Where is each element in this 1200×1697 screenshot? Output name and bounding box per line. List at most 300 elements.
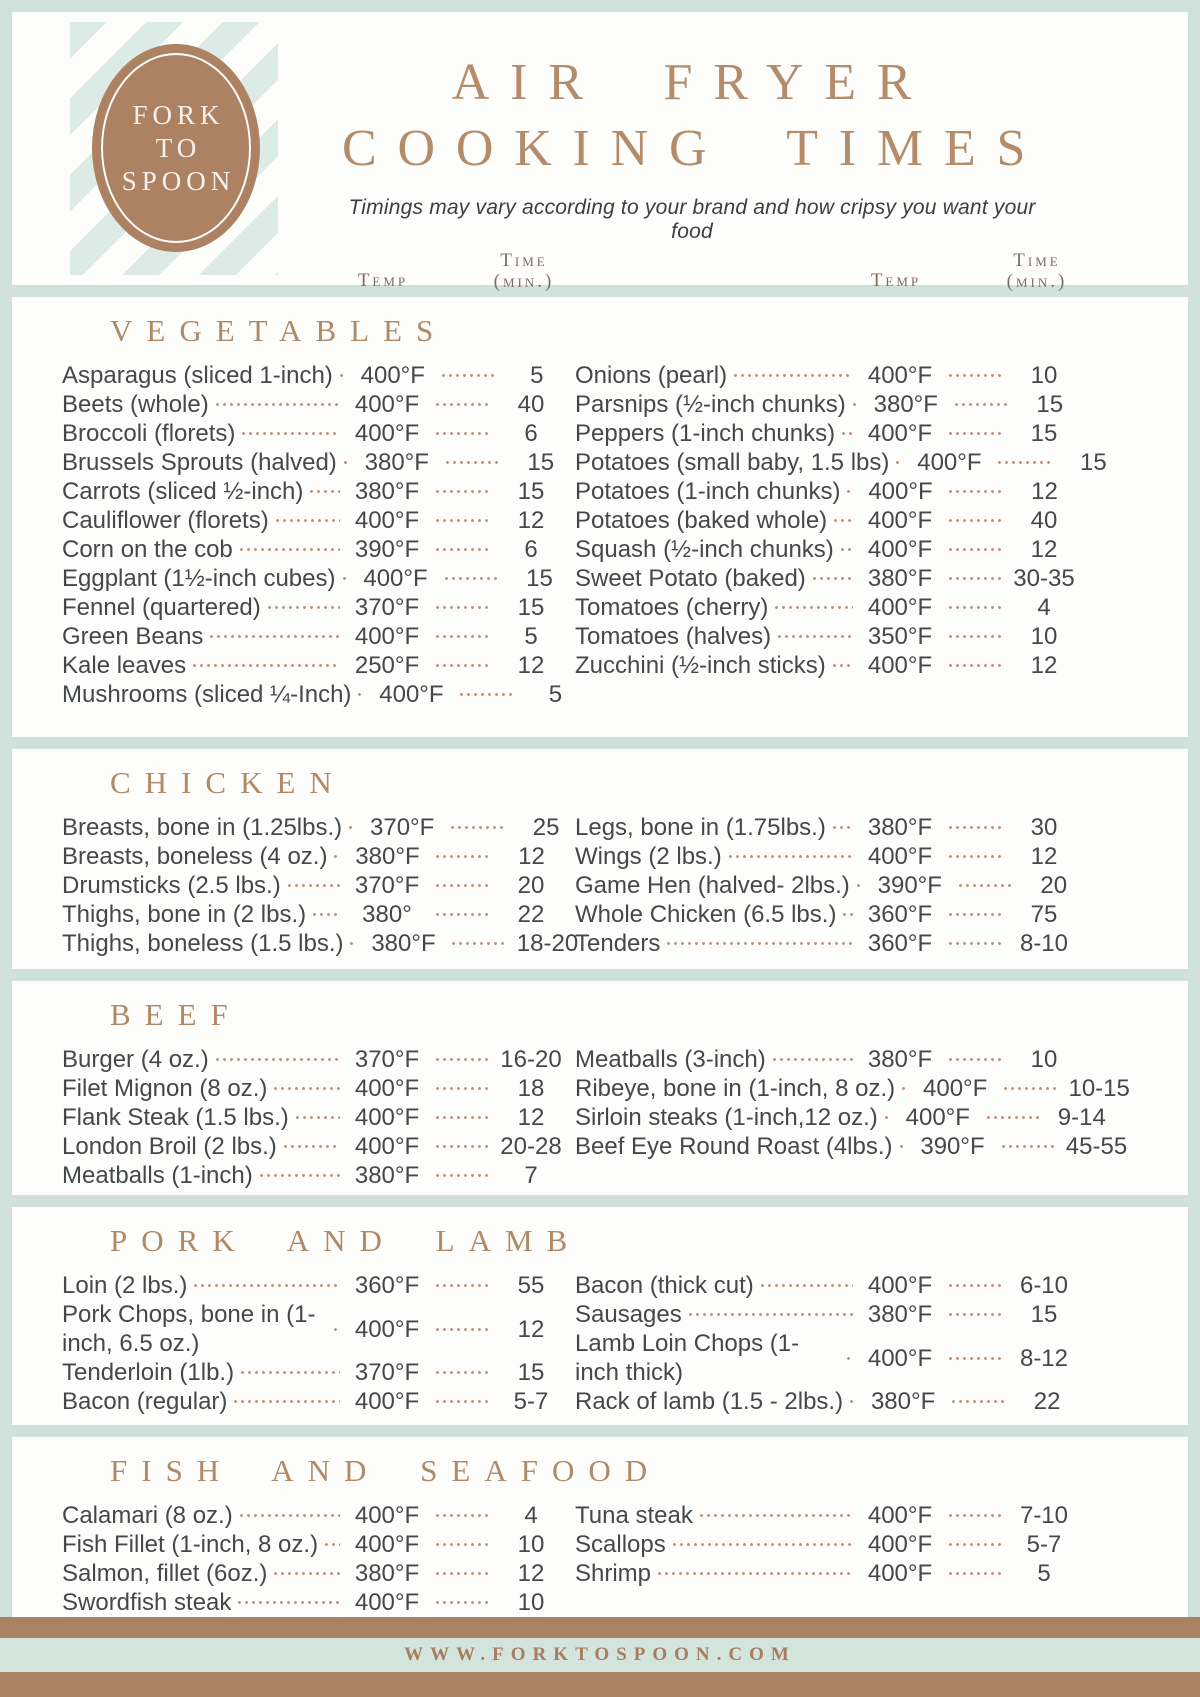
leader-dots xyxy=(947,1572,1003,1575)
item-time: 8-12 xyxy=(1019,1344,1069,1372)
leader-dots xyxy=(773,606,853,609)
item-label: Ribeye, bone in (1-inch, 8 oz.) xyxy=(575,1075,896,1102)
leader-dots xyxy=(831,826,853,829)
item-time: 4 xyxy=(524,1502,538,1529)
item-temp: 380°F xyxy=(354,478,420,505)
item-temp: 400°F xyxy=(867,1344,933,1372)
table-row xyxy=(62,535,567,564)
item-label: Swordfish steak xyxy=(62,1589,232,1616)
leader-dots xyxy=(342,461,350,464)
table-row xyxy=(575,1045,1080,1074)
item-temp: 400°F xyxy=(354,391,420,418)
leader-dots xyxy=(434,635,490,638)
table-row xyxy=(575,390,1080,419)
column-headers-right xyxy=(575,250,1080,292)
leader-dots xyxy=(341,577,349,580)
item-label: Thighs, boneless (1.5 lbs.) xyxy=(62,930,344,957)
leader-dots xyxy=(434,1601,490,1604)
table-row xyxy=(575,1074,1130,1103)
item-time: 7 xyxy=(524,1162,538,1189)
item-time: 20 xyxy=(517,872,545,899)
leader-dots xyxy=(434,403,490,406)
leader-dots xyxy=(272,1572,340,1575)
leader-dots xyxy=(434,1116,490,1119)
table-row xyxy=(62,680,567,709)
item-time: 25 xyxy=(532,814,560,841)
item-time: 12 xyxy=(1030,843,1058,870)
item-temp: 400°F xyxy=(354,1531,420,1558)
table-row xyxy=(62,1132,567,1161)
item-temp: 400°F xyxy=(354,1075,420,1102)
item-time: 9-14 xyxy=(1057,1104,1106,1131)
table-row xyxy=(62,1074,567,1103)
leader-dots xyxy=(883,1116,891,1119)
item-label: Sirloin steaks (1-inch,12 oz.) xyxy=(575,1104,878,1131)
item-time: 16-20 xyxy=(500,1046,562,1073)
leader-dots xyxy=(732,374,853,377)
leader-dots xyxy=(947,1313,1003,1316)
item-temp: 380°F xyxy=(873,391,938,418)
item-temp: 380°F xyxy=(870,1388,936,1415)
item-label: Asparagus (sliced 1-inch) xyxy=(62,362,333,389)
leader-dots xyxy=(347,826,355,829)
item-label: Broccoli (florets) xyxy=(62,420,236,447)
item-label: Beets (whole) xyxy=(62,391,209,418)
leader-dots xyxy=(214,1058,340,1061)
item-time: 10-15 xyxy=(1068,1075,1130,1102)
table-row xyxy=(575,622,1080,651)
leader-dots xyxy=(434,1145,490,1148)
item-time: 15 xyxy=(1030,420,1058,447)
leader-dots xyxy=(240,432,340,435)
leader-dots xyxy=(947,1543,1003,1546)
table-row xyxy=(575,477,1080,506)
item-temp: 400°F xyxy=(354,507,420,534)
item-time: 12 xyxy=(517,1315,545,1343)
leader-dots xyxy=(947,664,1003,667)
leader-dots xyxy=(434,548,490,551)
section-col-right xyxy=(575,361,1107,680)
item-time: 55 xyxy=(517,1272,545,1299)
item-temp: 350°F xyxy=(867,623,933,650)
item-temp: 390°F xyxy=(354,536,420,563)
leader-dots xyxy=(323,1543,340,1546)
table-row xyxy=(575,1271,1080,1300)
leader-dots xyxy=(947,548,1003,551)
item-temp: 400°F xyxy=(867,536,933,563)
leader-dots xyxy=(443,577,499,580)
item-time: 22 xyxy=(517,901,545,928)
item-label: Potatoes (1-inch chunks) xyxy=(575,478,841,505)
leader-dots xyxy=(434,1284,490,1287)
leader-dots xyxy=(840,432,853,435)
leader-dots xyxy=(727,855,853,858)
leader-dots xyxy=(311,913,340,916)
item-label: Drumsticks (2.5 lbs.) xyxy=(62,872,281,899)
leader-dots xyxy=(759,1284,853,1287)
item-label: Bacon (regular) xyxy=(62,1388,228,1415)
leader-dots xyxy=(950,1400,1006,1403)
page-title-line-2: COOKING TIMES xyxy=(342,120,1047,177)
item-time: 12 xyxy=(518,843,545,870)
table-row xyxy=(62,813,567,842)
leader-dots xyxy=(947,1284,1003,1287)
leader-dots xyxy=(232,1400,340,1403)
table-row xyxy=(575,361,1080,390)
table-row xyxy=(62,1501,567,1530)
table-row xyxy=(62,929,579,958)
table-row xyxy=(62,1045,567,1074)
item-label: Whole Chicken (6.5 lbs.) xyxy=(575,901,837,928)
item-label: Beef Eye Round Roast (4lbs.) xyxy=(575,1133,893,1160)
leader-dots xyxy=(947,1058,1003,1061)
item-time: 30 xyxy=(1030,814,1058,841)
section-columns xyxy=(62,1045,1188,1190)
item-label: Wings (2 lbs.) xyxy=(575,843,722,870)
item-temp: 380°F xyxy=(867,814,933,841)
section-col-right xyxy=(575,813,1080,958)
leader-dots xyxy=(434,855,490,858)
item-temp: 380°F xyxy=(355,843,420,870)
item-time: 6 xyxy=(524,536,538,563)
leader-dots xyxy=(900,1087,908,1090)
item-time: 5 xyxy=(530,362,544,389)
leader-dots xyxy=(286,884,340,887)
leader-dots xyxy=(953,403,1009,406)
item-temp: 400°F xyxy=(354,1133,420,1160)
item-label: Zucchini (½-inch sticks) xyxy=(575,652,826,679)
leader-dots xyxy=(238,1514,340,1517)
table-row xyxy=(62,1387,567,1416)
section-title: BEEF xyxy=(110,997,242,1032)
section-columns xyxy=(62,361,1188,709)
leader-dots xyxy=(434,1572,490,1575)
leader-dots xyxy=(214,403,340,406)
table-row xyxy=(62,477,567,506)
item-temp: 380°F xyxy=(867,1046,933,1073)
item-label: Shrimp xyxy=(575,1560,652,1587)
time-header-line1: Time xyxy=(500,250,548,271)
section-col-left xyxy=(62,1501,567,1617)
footer-top-band xyxy=(0,1617,1200,1638)
leader-dots xyxy=(272,1087,340,1090)
item-label: Meatballs (3-inch) xyxy=(575,1046,766,1073)
item-temp: 400°F xyxy=(354,1388,420,1415)
item-temp: 380°F xyxy=(371,930,436,957)
leader-dots xyxy=(258,1174,340,1177)
item-label: Tomatoes (halves) xyxy=(575,623,772,650)
item-label: Burger (4 oz.) xyxy=(62,1046,209,1073)
leader-dots xyxy=(450,942,506,945)
item-time: 40 xyxy=(517,391,545,418)
item-temp: 380°F xyxy=(354,1560,420,1587)
leader-dots xyxy=(996,461,1052,464)
page-title-line-1: AIR FRYER xyxy=(451,54,933,111)
leader-dots xyxy=(434,1514,490,1517)
item-time: 6-10 xyxy=(1019,1272,1069,1299)
item-temp: 400°F xyxy=(867,652,933,679)
section xyxy=(12,981,1188,1195)
item-temp: 400°F xyxy=(354,623,420,650)
item-label: Tomatoes (cherry) xyxy=(575,594,769,621)
leader-dots xyxy=(356,693,364,696)
leader-dots xyxy=(1002,1087,1058,1090)
leader-dots xyxy=(776,635,853,638)
leader-dots xyxy=(266,606,340,609)
table-row xyxy=(575,929,1080,958)
leader-dots xyxy=(338,374,346,377)
leader-dots xyxy=(947,855,1003,858)
item-label: Tuna steak xyxy=(575,1502,693,1529)
leader-dots xyxy=(841,913,853,916)
item-time: 12 xyxy=(1030,536,1058,563)
item-temp: 400°F xyxy=(354,1589,420,1616)
section-col-right xyxy=(575,1045,1130,1161)
table-row xyxy=(575,842,1080,871)
item-temp: 400°F xyxy=(867,1560,933,1587)
item-time: 12 xyxy=(517,1560,545,1587)
item-label: Thighs, bone in (2 lbs.) xyxy=(62,901,307,928)
item-label: Peppers (1-inch chunks) xyxy=(575,420,836,447)
item-temp: 250°F xyxy=(354,652,420,679)
item-label: Bacon (thick cut) xyxy=(575,1272,754,1299)
footer-url: WWW.FORKTOSPOON.COM xyxy=(404,1644,796,1665)
item-label: Tenders xyxy=(575,930,661,957)
temp-column-header: Temp xyxy=(870,270,922,291)
table-row xyxy=(62,390,567,419)
leader-dots xyxy=(434,519,490,522)
item-time: 20 xyxy=(1040,872,1068,899)
item-time: 12 xyxy=(517,652,545,679)
item-time: 12 xyxy=(517,1104,545,1131)
item-temp: 400°F xyxy=(917,449,982,476)
table-row xyxy=(575,535,1080,564)
leader-dots xyxy=(274,519,340,522)
logo-text-line: TO xyxy=(155,132,202,163)
item-time: 10 xyxy=(1030,623,1058,650)
item-time: 15 xyxy=(517,594,545,621)
item-time: 5-7 xyxy=(513,1388,549,1415)
leader-dots xyxy=(687,1313,853,1316)
leader-dots xyxy=(434,1328,490,1331)
leader-dots xyxy=(308,490,340,493)
section-columns xyxy=(62,813,1188,958)
leader-dots xyxy=(434,1400,490,1403)
leader-dots xyxy=(458,693,514,696)
logo-text-line: SPOON xyxy=(121,165,236,196)
section-title: PORK AND LAMB xyxy=(110,1223,582,1258)
title-block xyxy=(342,12,1047,244)
item-temp: 400°F xyxy=(379,681,444,708)
table-row xyxy=(575,651,1080,680)
item-label: Eggplant (1½-inch cubes) xyxy=(62,565,336,592)
item-temp: 400°F xyxy=(867,843,933,870)
leader-dots xyxy=(839,548,853,551)
leader-dots xyxy=(947,913,1003,916)
item-label: Salmon, fillet (6oz.) xyxy=(62,1560,268,1587)
time-header-line2: (min.) xyxy=(1006,271,1068,292)
item-temp: 370°F xyxy=(370,814,435,841)
leader-dots xyxy=(348,942,356,945)
table-row xyxy=(575,871,1080,900)
table-row xyxy=(62,448,567,477)
item-time: 15 xyxy=(527,449,555,476)
item-label: Loin (2 lbs.) xyxy=(62,1272,188,1299)
item-temp: 400°F xyxy=(867,362,933,389)
leader-dots xyxy=(947,432,1003,435)
header xyxy=(12,12,1188,292)
item-time: 75 xyxy=(1030,901,1058,928)
time-column-header xyxy=(994,250,1080,292)
item-temp: 400°F xyxy=(867,1502,933,1529)
item-label: Pork Chops, bone in (1-inch, 6.5 oz.) xyxy=(62,1301,316,1357)
item-time: 15 xyxy=(526,565,553,592)
item-label: Kale leaves xyxy=(62,652,187,679)
leader-dots xyxy=(434,884,490,887)
item-label: Brussels Sprouts (halved) xyxy=(62,449,337,476)
leader-dots xyxy=(236,1601,340,1604)
item-temp: 400°F xyxy=(867,1531,933,1558)
table-row xyxy=(62,1300,567,1358)
table-row xyxy=(575,1132,1128,1161)
table-row xyxy=(575,1501,1080,1530)
table-row xyxy=(575,1559,1080,1588)
item-time: 7-10 xyxy=(1019,1502,1069,1529)
leader-dots xyxy=(947,1514,1003,1517)
item-time: 30-35 xyxy=(1013,565,1075,592)
item-time: 18-20 xyxy=(516,930,579,957)
section-title: FISH AND SEAFOOD xyxy=(110,1453,662,1488)
footer xyxy=(0,1617,1200,1697)
leader-dots xyxy=(1000,1145,1056,1148)
item-label: Sweet Potato (baked) xyxy=(575,565,806,592)
item-label: Fennel (quartered) xyxy=(62,594,261,621)
item-temp: 370°F xyxy=(354,1046,420,1073)
leader-dots xyxy=(665,942,853,945)
table-row xyxy=(575,1387,1080,1416)
leader-dots xyxy=(848,1400,856,1403)
item-time: 5 xyxy=(524,623,538,650)
item-temp: 380°F xyxy=(867,1301,933,1328)
item-time: 12 xyxy=(517,507,545,534)
table-row xyxy=(575,1300,1080,1329)
leader-dots xyxy=(985,1116,1041,1119)
item-time: 5 xyxy=(1037,1560,1051,1587)
item-temp: 400°F xyxy=(354,1104,420,1131)
item-temp: 360°F xyxy=(867,901,933,928)
section-title: VEGETABLES xyxy=(110,313,448,348)
leader-dots xyxy=(282,1145,340,1148)
item-label: Mushrooms (sliced ¼-Inch) xyxy=(62,681,352,708)
item-label: Tenderloin (1lb.) xyxy=(62,1359,235,1386)
item-label: Rack of lamb (1.5 - 2lbs.) xyxy=(575,1388,844,1415)
table-row xyxy=(62,1588,567,1617)
section-columns xyxy=(62,1271,1188,1416)
logo-text-line: FORK xyxy=(132,99,225,130)
leader-dots xyxy=(238,548,340,551)
logo-badge xyxy=(92,44,260,252)
leader-dots xyxy=(898,1145,906,1148)
table-row xyxy=(575,448,1107,477)
item-temp: 400°F xyxy=(868,478,933,505)
table-row xyxy=(575,1103,1106,1132)
item-label: Parsnips (½-inch chunks) xyxy=(575,391,846,418)
leader-dots xyxy=(191,664,340,667)
table-row xyxy=(575,900,1080,929)
item-label: Potatoes (baked whole) xyxy=(575,507,828,534)
table-row xyxy=(575,1329,1080,1387)
item-temp: 370°F xyxy=(354,594,420,621)
item-time: 5-7 xyxy=(1026,1531,1062,1558)
section xyxy=(12,749,1188,969)
item-time: 15 xyxy=(517,478,545,505)
item-label: Onions (pearl) xyxy=(575,362,728,389)
table-row xyxy=(62,871,567,900)
leader-dots xyxy=(832,519,853,522)
leader-dots xyxy=(947,577,1003,580)
item-temp: 370°F xyxy=(354,1359,420,1386)
table-row xyxy=(62,1103,567,1132)
item-time: 10 xyxy=(517,1589,545,1616)
item-temp: 380°F xyxy=(867,565,933,592)
item-label: Game Hen (halved- 2lbs.) xyxy=(575,872,850,899)
leader-dots xyxy=(957,884,1013,887)
item-temp: 400°F xyxy=(923,1075,988,1102)
time-column-header xyxy=(481,250,567,292)
leader-dots xyxy=(434,432,490,435)
item-temp: 400°F xyxy=(867,1272,933,1299)
item-temp: 400°F xyxy=(867,507,933,534)
item-temp: 380° xyxy=(362,901,412,928)
leader-dots xyxy=(947,635,1003,638)
table-row xyxy=(575,506,1080,535)
item-time: 10 xyxy=(1030,362,1058,389)
item-temp: 380°F xyxy=(354,1162,420,1189)
leader-dots xyxy=(294,1116,340,1119)
item-time: 10 xyxy=(1030,1046,1058,1073)
table-row xyxy=(62,900,567,929)
leader-dots xyxy=(947,490,1003,493)
leader-dots xyxy=(947,606,1003,609)
item-time: 22 xyxy=(1033,1388,1061,1415)
table-row xyxy=(575,419,1080,448)
item-label: London Broil (2 lbs.) xyxy=(62,1133,277,1160)
item-temp: 360°F xyxy=(354,1272,420,1299)
temp-column-header: Temp xyxy=(357,270,409,291)
item-label: Lamb Loin Chops (1-inch thick) xyxy=(575,1330,800,1386)
leader-dots xyxy=(434,1174,490,1177)
item-time: 40 xyxy=(1030,507,1058,534)
section-col-left xyxy=(62,361,567,709)
item-label: Breasts, bone in (1.25lbs.) xyxy=(62,814,343,841)
time-header-line2: (min.) xyxy=(493,271,555,292)
leader-dots xyxy=(239,1371,340,1374)
table-row xyxy=(62,1358,567,1387)
item-temp: 400°F xyxy=(360,362,425,389)
footer-url-band xyxy=(0,1638,1200,1672)
table-row xyxy=(62,419,567,448)
item-temp: 360°F xyxy=(867,930,933,957)
section-columns xyxy=(62,1501,1188,1617)
table-row xyxy=(62,1161,567,1190)
item-time: 10 xyxy=(517,1531,545,1558)
item-label: Breasts, boneless (4 oz.) xyxy=(62,843,328,870)
leader-dots xyxy=(947,826,1003,829)
section-col-left xyxy=(62,1271,567,1416)
table-row xyxy=(62,506,567,535)
leader-dots xyxy=(845,490,853,493)
leader-dots xyxy=(440,374,496,377)
